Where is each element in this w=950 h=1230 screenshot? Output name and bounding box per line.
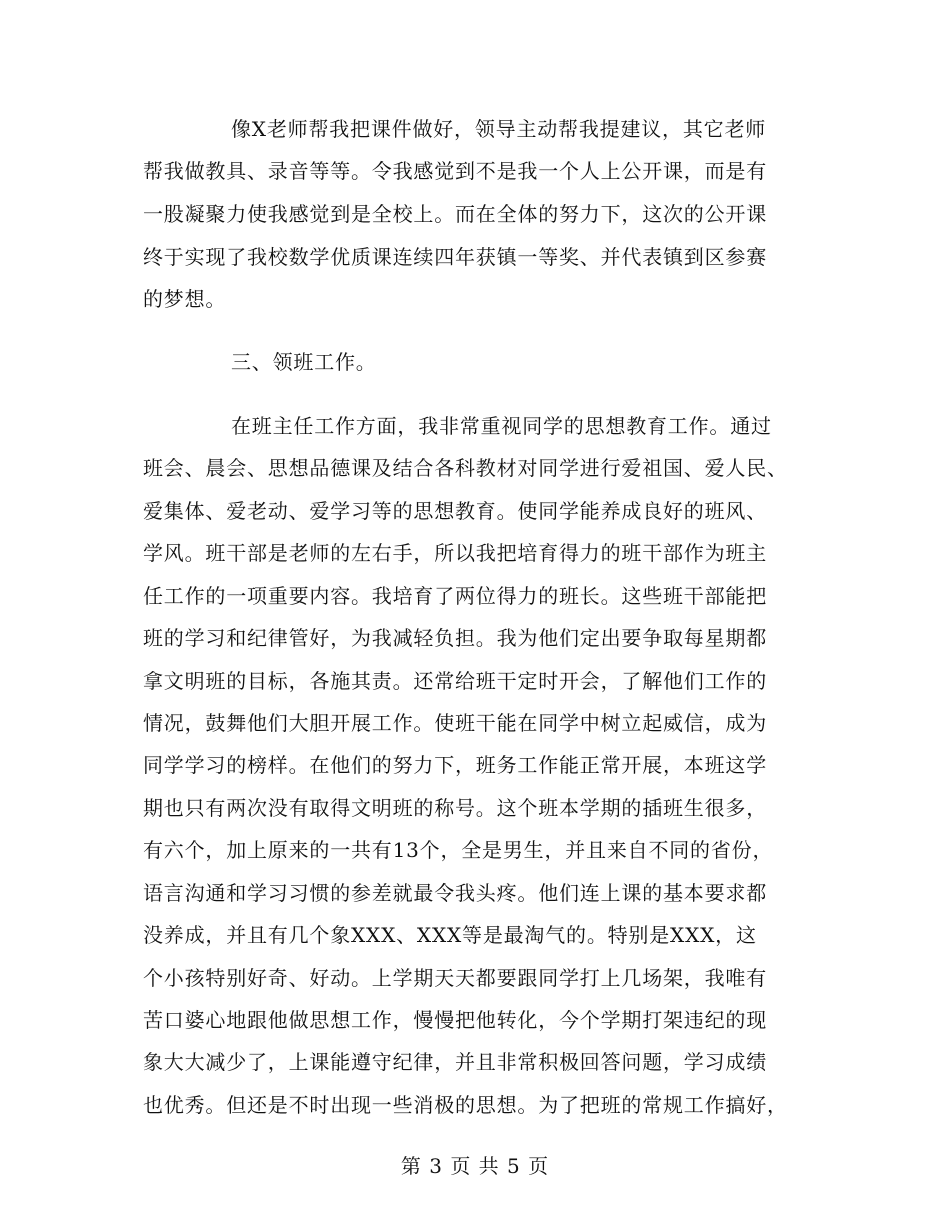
paragraph-2-line-11: 有六个，加上原来的一共有13个，全是男生，并且来自不同的省份，	[143, 838, 774, 862]
paragraph-2-line-9: 同学学习的榜样。在他们的努力下，班务工作能正常开展，本班这学	[143, 753, 767, 777]
paragraph-2-line-5: 任工作的一项重要内容。我培育了两位得力的班长。这些班干部能把	[143, 584, 767, 608]
paragraph-2-line-3: 爱集体、爱老动、爱学习等的思想教育。使同学能养成良好的班风、	[143, 499, 767, 523]
page-number-footer: 第 3 页 共 5 页	[400, 1154, 550, 1178]
paragraph-1-line-1: 像X老师帮我把课件做好，领导主动帮我提建议，其它老师	[231, 117, 767, 141]
paragraph-2-line-1: 在班主任工作方面，我非常重视同学的思想教育工作。通过	[231, 414, 772, 438]
paragraph-2-line-2: 班会、晨会、思想品德课及结合各科教材对同学进行爱祖国、爱人民、	[143, 456, 788, 480]
paragraph-1-line-4: 终于实现了我校数学优质课连续四年获镇一等奖、并代表镇到区参赛	[143, 245, 767, 269]
paragraph-2-line-10: 期也只有两次没有取得文明班的称号。这个班本学期的插班生很多，	[143, 796, 767, 820]
paragraph-2-line-4: 学风。班干部是老师的左右手，所以我把培育得力的班干部作为班主	[143, 541, 767, 565]
paragraph-2-line-16: 象大大减少了，上课能遵守纪律，并且非常积极回答问题，学习成绩	[143, 1050, 767, 1074]
paragraph-2-line-17: 也优秀。但还是不时出现一些消极的思想。为了把班的常规工作搞好，	[143, 1093, 788, 1117]
paragraph-2-line-12: 语言沟通和学习习惯的参差就最令我头疼。他们连上课的基本要求都	[143, 881, 767, 905]
paragraph-1-line-3: 一股凝聚力使我感觉到是全校上。而在全体的努力下，这次的公开课	[143, 202, 767, 226]
paragraph-1-line-5: 的梦想。	[143, 287, 227, 311]
paragraph-2-line-8: 情况，鼓舞他们大胆开展工作。使班干能在同学中树立起威信，成为	[143, 711, 767, 735]
paragraph-2-line-15: 苦口婆心地跟他做思想工作，慢慢把他转化，今个学期打架违纪的现	[143, 1008, 767, 1032]
paragraph-2-line-13: 没养成，并且有几个象XXX、XXX等是最淘气的。特别是XXX，这	[143, 923, 757, 947]
paragraph-2-line-14: 个小孩特别好奇、好动。上学期天天都要跟同学打上几场架，我唯有	[143, 966, 767, 990]
paragraph-2-line-7: 拿文明班的目标，各施其责。还常给班干定时开会，了解他们工作的	[143, 669, 767, 693]
paragraph-2-line-6: 班的学习和纪律管好，为我减轻负担。我为他们定出要争取每星期都	[143, 626, 767, 650]
section-heading: 三、领班工作。	[231, 350, 377, 374]
paragraph-1-line-2: 帮我做教具、录音等等。令我感觉到不是我一个人上公开课，而是有	[143, 159, 767, 183]
